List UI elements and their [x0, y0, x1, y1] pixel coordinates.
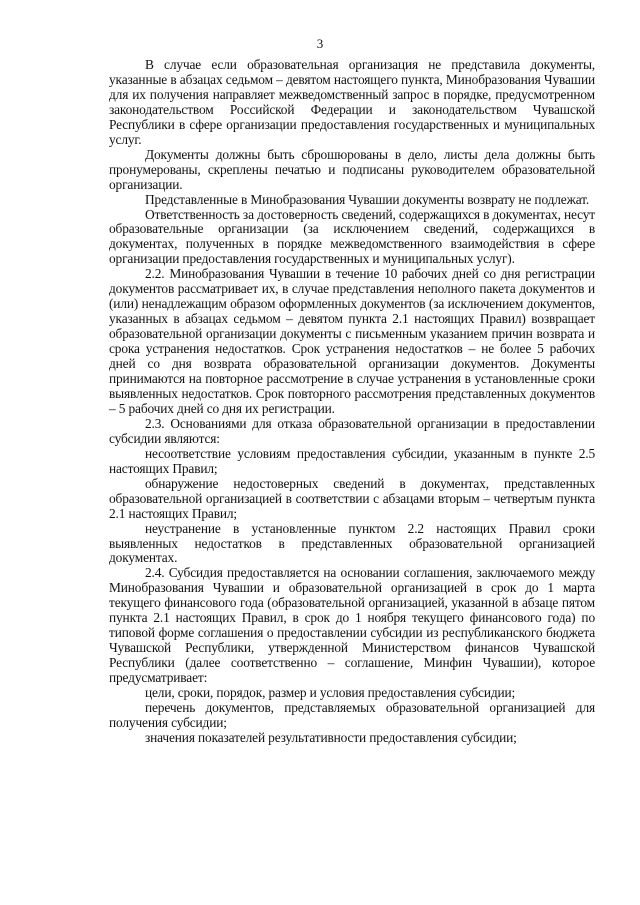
paragraph-responsibility: Ответственность за достоверность сведений, содержащихся в документах, несут образовательные организации (за исключением сведений, содержащихся в документах, полученных в порядке межведомственного взаимодействия в сфере организации предоставления государственных и муниципальных услуг). — [109, 206, 595, 267]
paragraph-agreement-item-2: перечень документов, представляемых образовательной организацией для получения субсидии; — [109, 699, 595, 730]
paragraph-refusal-reason-2: обнаружение недостоверных сведений в документах, представленных образовательной организацией в соответствии с абзацами вторым – четвертым пункта 2.1 настоящих Правил; — [109, 475, 595, 521]
paragraph-clause-2-4: 2.4. Субсидия предоставляется на основании соглашения, заключаемого между Минобразования Чувашии и образовательной организацией в срок до 1 марта текущего финансового года (образовательной организацией, указанной в абзаце пятом пункта 2.1 настоящих Правил, в срок до 1 ноября текущего финансового года) по типовой форме соглашения о предоставлении субсидии из республиканского бюджета Чувашской Республики, утвержденной Министерством финансов Чувашской Республики (далее соответственно – соглашение, Минфин Чувашии), которое предусматривает: — [109, 565, 595, 686]
paragraph-no-return: Представленные в Минобразования Чувашии документы возврату не подлежат. — [145, 191, 590, 207]
paragraph-refusal-reason-1: несоответствие условиям предоставления субсидии, указанным в пункте 2.5 настоящих Правил; — [109, 445, 595, 476]
paragraph-document-binding: Документы должны быть сброшюрованы в дело, листы дела должны быть пронумерованы, скреплены печатью и подписаны руководителем образовательной организации. — [109, 146, 595, 192]
body-text — [109, 58, 595, 746]
page-number: 3 — [316, 36, 324, 51]
paragraph-clause-2-3: 2.3. Основаниями для отказа образовательной организации в предоставлении субсидии являются: — [109, 415, 595, 446]
paragraph-clause-2-2: 2.2. Минобразования Чувашии в течение 10 рабочих дней со дня регистрации документов рассматривает их, в случае представления неполного пакета документов и (или) ненадлежащим образом оформленных документов (за исключением документов, указанных в абзацах седьмом – девятом пункта 2.1 настоящих Правил) возвращает образовательной организации документы с письменным указанием причин возврата и срока устранения недостатков. Срок устранения недостатков – не более 5 рабочих дней со дня возврата образовательной организации документов. Документы принимаются на повторное рассмотрение в случае устранения в установленные сроки выявленных недостатков. Срок повторного рассмотрения представленных документов – 5 рабочих дней со дня их регистрации. — [109, 266, 595, 416]
paragraph-agreement-item-3: значения показателей результативности предоставления субсидии; — [145, 729, 517, 745]
paragraph-refusal-reason-3: неустранение в установленные пунктом 2.2 настоящих Правил сроки выявленных недостатков в представленных образовательной организацией документах. — [109, 520, 595, 566]
paragraph-agreement-item-1: цели, сроки, порядок, размер и условия предоставления субсидии; — [145, 685, 516, 701]
paragraph-missing-documents: В случае если образовательная организация не представила документы, указанные в абзацах седьмом – девятом настоящего пункта, Минобразования Чувашии для их получения направляет межведомственный запрос в порядке, предусмотренном законодательством Российской Федерации и законодательством Чувашской Республики в сфере организации предоставления государственных и муниципальных услуг. — [109, 57, 595, 147]
